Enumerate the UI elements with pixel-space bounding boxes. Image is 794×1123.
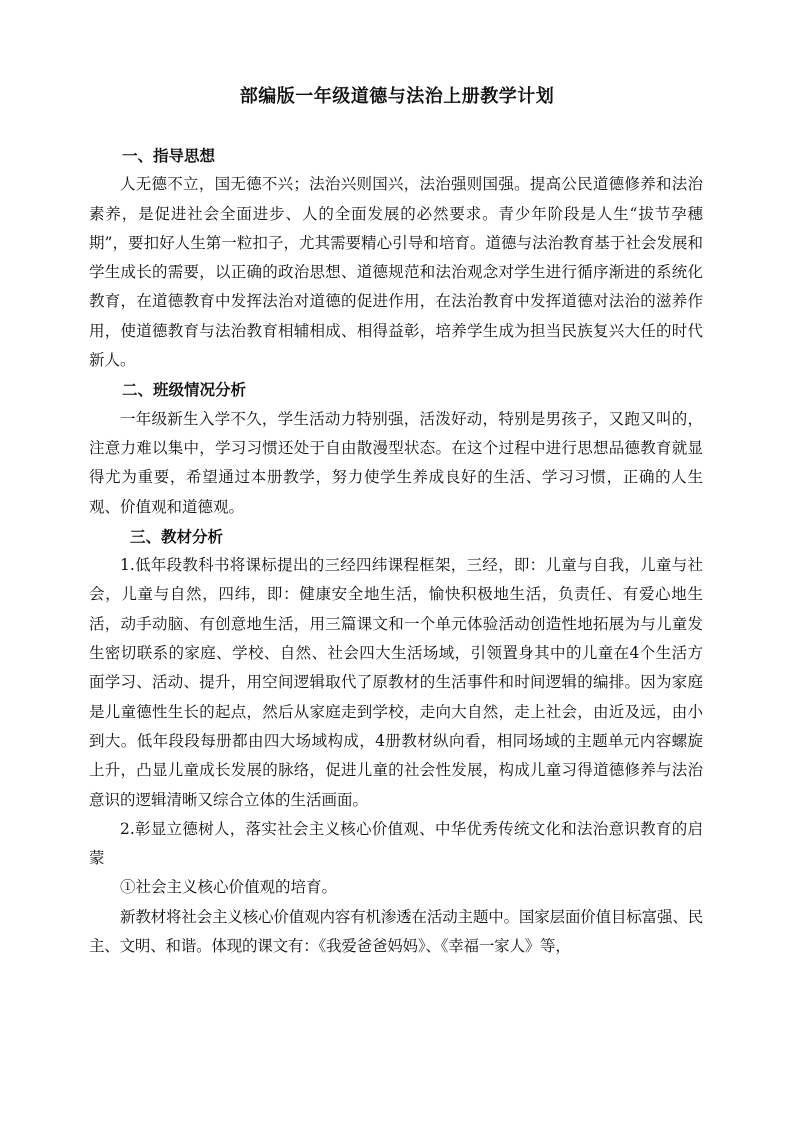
paragraph-guiding-ideology: 人无德不立，国无德不兴；法治兴则国兴，法治强则国强。提高公民道德修养和法治素养，是促进社会全面进步、人的全面发展的必然要求。青少年阶段是人生“拔节孕穗期”，要扣好人生第一粒扣子，尤其需要精心引导和培育。道德与法治教育基于社会发展和学生成长的需要，以正确的政治思想、道德规范和法治观念对学生进行循序渐进的系统化教育，在道德教育中发挥法治对道德的促进作用，在法治教育中发挥道德对法治的滋养作用，使道德教育与法治教育相辅相成、相得益彰，培养学生成为担当民族复兴大任的时代新人。 bbox=[89, 175, 703, 370]
section-heading-textbook-analysis: 三、教材分析 bbox=[130, 526, 224, 546]
paragraph-core-values-heading: ①社会主义核心价值观的培育。 bbox=[120, 878, 338, 897]
section-heading-class-analysis: 二、班级情况分析 bbox=[122, 380, 247, 400]
paragraph-class-analysis: 一年级新生入学不久，学生活动力特别强，活泼好动，特别是男孩子，又跑又叫的，注意力难以集中，学习习惯还处于自由散漫型状态。在这个过程中进行思想品德教育就显得尤为重要，希望通过本册教学，努力使学生养成良好的生活、学习习惯，正确的人生观、价值观和道德观。 bbox=[89, 409, 703, 516]
paragraph-moral-education: 2.彰显立德树人，落实社会主义核心价值观、中华优秀传统文化和法治意识教育的启蒙 bbox=[89, 819, 703, 868]
document-title: 部编版一年级道德与法治上册教学计划 bbox=[239, 86, 555, 107]
document-body bbox=[89, 141, 703, 961]
section-heading-guiding-ideology: 一、指导思想 bbox=[122, 146, 216, 165]
paragraph-textbook-framework: 1.低年段教科书将课标提出的三经四纬课程框架，三经，即：儿童与自我，儿童与社会，儿童与自然，四纬，即：健康安全地生活，愉快积极地生活，负责任、有爱心地生活，动手动脑、有创意地生活，用三篇课文和一个单元体验活动创造性地拓展为与儿童发生密切联系的家庭、学校、自然、社会四大生活场域，引领置身其中的儿童在4个生活方面学习、活动、提升，用空间逻辑取代了原教材的生活事件和时间逻辑的编排。因为家庭是儿童德性生长的起点，然后从家庭走到学校，走向大自然，走上社会，由近及远，由小到大。低年段段每册都由四大场域构成，4册教材纵向看，相同场域的主题单元内容螺旋上升，凸显儿童成长发展的脉络，促进儿童的社会性发展，构成儿童习得道德修养与法治意识的逻辑清晰又综合立体的生活画面。 bbox=[89, 556, 703, 809]
paragraph-core-values-detail: 新教材将社会主义核心价值观内容有机渗透在活动主题中。国家层面价值目标富强、民主、文明、和谐。体现的课文有：《我爱爸爸妈妈》、《幸福一家人》等， bbox=[89, 907, 703, 956]
